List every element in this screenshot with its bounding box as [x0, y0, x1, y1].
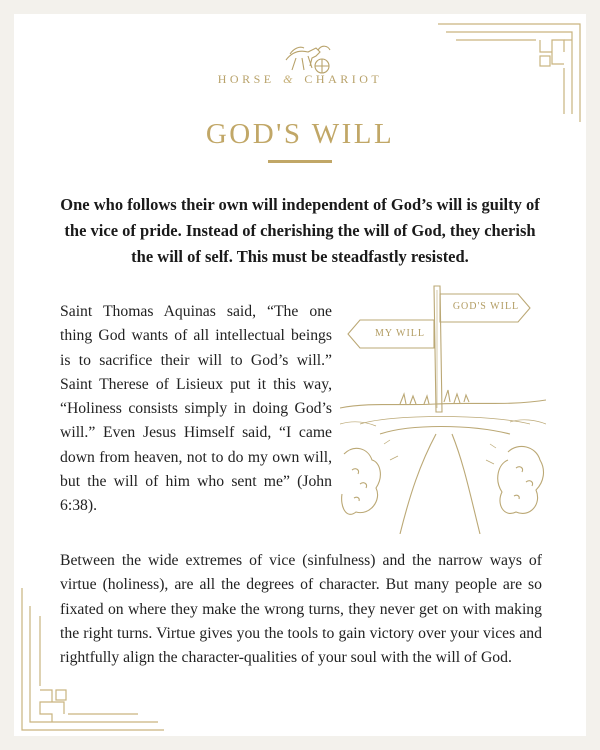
brand-name-right: CHARIOT	[304, 72, 383, 86]
page-title: GOD'S WILL	[205, 118, 395, 150]
closing-paragraph: Between the wide extremes of vice (sinfulness) and the narrow ways of virtue (holiness), are all the degrees of character. But many people are so fixated on where they make the wrong turns, they never get on with making the right turns. Virtue gives you the tools to gain victory over your vices and rightfully align the character-qualities of your soul with the will of God.	[60, 552, 542, 667]
quote-paragraph: Saint Thomas Aquinas said, “The one thing God wants of all intellectual beings is to sacrifice their will to God’s will.” Saint Therese of Lisieux put it this way, “Holiness consists simply in doing God’s will.” Even Jesus Himself said, “I came down from heaven, not to do my own will, but the will of him who sent me” (John 6:38).	[60, 303, 332, 515]
title-underline	[268, 160, 332, 163]
lead-paragraph: One who follows their own will independent of God’s will is guilty of the vice of pride. Instead of cherishing the will of God, they cherish the will of self. This must be steadfastly resisted.	[60, 195, 540, 266]
sign-gods-will: GOD'S WILL	[452, 301, 520, 312]
signpost-crossroads-icon	[340, 284, 546, 534]
brand-ampersand: &	[283, 72, 296, 86]
sign-my-will: MY WILL	[374, 328, 426, 339]
brand-name-left: HORSE	[217, 72, 275, 86]
brand-wordmark	[14, 72, 586, 87]
page-card	[14, 14, 586, 736]
